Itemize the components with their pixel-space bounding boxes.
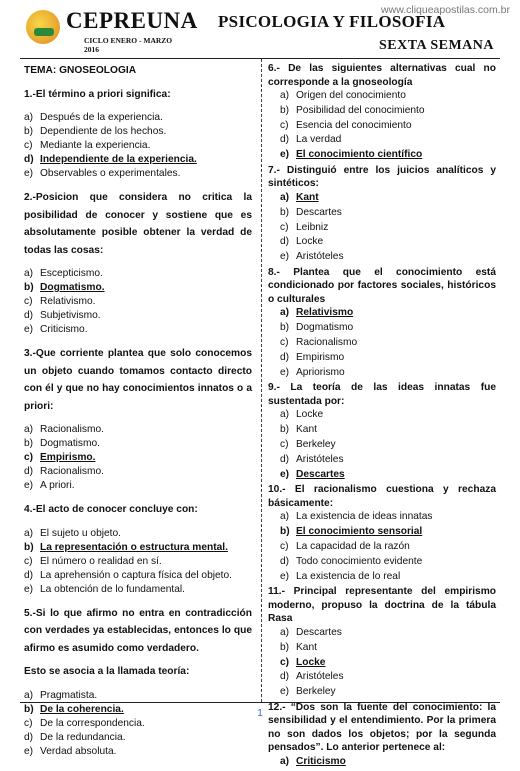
option[interactable]: e) A priori. (24, 480, 75, 491)
option-answer[interactable]: b) De la coherencia. (24, 703, 124, 715)
option[interactable]: b) Dependiente de los hechos. (24, 126, 167, 137)
option[interactable]: c) El número o realidad en sí. (24, 555, 162, 567)
option[interactable]: c) Mediante la experiencia. (24, 140, 151, 151)
question-7: 7.- Distinguió entre los juicios analíticos y sintéticos: (268, 164, 496, 190)
option-answer[interactable]: a) Relativismo (280, 307, 354, 319)
option[interactable]: d) Subjetivismo. (24, 310, 101, 321)
question-5-prompt: Esto se asocia a la llamada teoría: (24, 666, 190, 677)
page-number: 1 (257, 708, 263, 719)
option[interactable]: d) Aristóteles (280, 453, 344, 465)
option-answer[interactable]: b) Dogmatismo. (24, 282, 105, 293)
question-7-options (280, 191, 496, 265)
option[interactable]: b) Descartes (280, 206, 342, 218)
option[interactable]: b) Kant (280, 424, 317, 436)
question-12-options (280, 755, 496, 770)
option[interactable]: c) Racionalismo (280, 337, 358, 349)
option-answer[interactable]: e) Descartes (280, 468, 345, 480)
option[interactable]: c) Esencia del conocimiento (280, 119, 412, 131)
question-5-options (24, 689, 252, 759)
question-3-options (24, 423, 252, 493)
option-answer[interactable]: e) El conocimiento científico (280, 149, 423, 161)
option-answer[interactable]: c) Locke (280, 656, 326, 668)
column-divider (261, 59, 262, 702)
option[interactable]: a) El sujeto u objeto. (24, 527, 121, 539)
option[interactable]: a) La existencia de ideas innatas (280, 511, 433, 523)
question-2-options (24, 267, 252, 337)
option[interactable]: e) Criticismo. (24, 324, 88, 335)
question-4: 4.-El acto de conocer concluye con: (24, 504, 198, 515)
cycle-label: CICLO ENERO - MARZO 2016 (84, 36, 173, 54)
option[interactable]: d) La verdad (280, 134, 342, 146)
question-10-options (280, 510, 496, 584)
cepreuna-emblem-icon (26, 10, 60, 44)
question-5: 5.-Si lo que afirmo no entra en contradicción con verdades ya establecidas, entonces lo que afirmo es asumido como verdadero. (24, 607, 252, 654)
question-11: 11.- Principal representante del empirismo moderno, propuso la doctrina de la tábula Rasa (268, 586, 496, 625)
option[interactable]: a) Racionalismo. (24, 424, 104, 435)
cepreuna-logo (22, 8, 198, 54)
option[interactable]: a) Locke (280, 409, 324, 421)
question-6: 6.- De las siguientes alternativas cual no corresponde a la gnoseología (268, 63, 496, 88)
option[interactable]: d) Aristóteles (280, 671, 344, 683)
option[interactable]: d) De la redundancia. (24, 731, 126, 743)
question-9: 9.- La teoría de las ideas innatas fue sustentada por: (268, 382, 496, 407)
option[interactable]: d) Empirismo (280, 351, 345, 363)
question-8-options (280, 306, 496, 380)
option[interactable]: e) Aristóteles (280, 251, 344, 263)
course-title: PSICOLOGIA Y FILOSOFIA (218, 12, 446, 31)
option-answer[interactable]: a) Kant (280, 191, 319, 203)
option[interactable]: a) Después de la experiencia. (24, 112, 163, 123)
right-column (268, 62, 496, 771)
option[interactable]: e) La existencia de lo real (280, 570, 401, 582)
option[interactable]: b) Kant (280, 641, 317, 653)
option[interactable]: d) La aprehensión o captura física del objeto. (24, 569, 232, 581)
brand-name: CEPREUNA (66, 8, 198, 33)
option[interactable]: c) Leibniz (280, 221, 329, 233)
question-11-options (280, 626, 496, 700)
question-1-options (24, 111, 252, 181)
site-url[interactable]: www.cliqueapostilas.com.br (381, 4, 510, 16)
option[interactable]: e) Berkeley (280, 686, 336, 698)
option[interactable]: b) Posibilidad del conocimiento (280, 104, 425, 116)
option[interactable]: a) Origen del conocimiento (280, 90, 406, 101)
option-answer[interactable]: b) La representación o estructura mental. (24, 541, 228, 553)
option[interactable]: c) La capacidad de la razón (280, 541, 410, 553)
question-10: 10.- El racionalismo cuestiona y rechaza básicamente: (268, 484, 496, 509)
option[interactable]: c) Relativismo. (24, 296, 96, 307)
option[interactable]: b) Dogmatismo. (24, 438, 101, 449)
option-answer[interactable]: d) Independiente de la experiencia. (24, 154, 197, 165)
question-3: 3.-Que corriente plantea que solo conocemos un objeto cuando tomamos contacto directo con él y que no hay conocimientos innatos o a priori: (24, 348, 252, 412)
question-1: 1.-El término a priori significa: (24, 88, 171, 100)
option-answer[interactable]: b) El conocimiento sensorial (280, 526, 423, 538)
header-divider (20, 58, 500, 59)
question-9-options (280, 408, 496, 482)
option[interactable]: e) Observables o experimentales. (24, 168, 181, 179)
question-4-options (24, 527, 252, 597)
option[interactable]: a) Descartes (280, 626, 342, 638)
option-answer[interactable]: a) Criticismo (280, 755, 346, 767)
option[interactable]: e) La obtención de lo fundamental. (24, 583, 185, 595)
option[interactable]: c) Berkeley (280, 439, 336, 451)
option[interactable]: e) Verdad absoluta. (24, 745, 117, 757)
question-12: 12.- “Dos son la fuente del conocimiento: la sensibilidad y el entendimiento. Por la primera no son dados los objetos; por la segunda pensados”. Lo anterior pertenece al: (268, 701, 496, 754)
left-column (24, 64, 252, 767)
option-answer[interactable]: c) Empirismo. (24, 452, 96, 463)
topic-title: TEMA: GNOSEOLOGIA (24, 65, 137, 76)
option[interactable]: d) Todo conocimiento evidente (280, 555, 423, 567)
option[interactable]: a) Pragmatista. (24, 689, 98, 701)
option[interactable]: e) Apriorismo (280, 366, 345, 378)
question-8: 8.- Plantea que el conocimiento está condicionado por factores sociales, históricos o culturales (268, 266, 496, 305)
option[interactable]: d) Locke (280, 236, 324, 248)
option[interactable]: d) Racionalismo. (24, 466, 104, 477)
question-6-options (280, 89, 496, 163)
option[interactable]: b) Dogmatismo (280, 322, 354, 334)
option[interactable]: c) De la correspondencia. (24, 717, 145, 729)
question-2: 2.-Posicion que considera no critica la posibilidad de conocer y sostiene que es absolutamente posible obtener la verdad de todas las cosas: (24, 192, 252, 256)
option[interactable]: a) Escepticismo. (24, 268, 103, 279)
week-label: SEXTA SEMANA (378, 38, 494, 53)
